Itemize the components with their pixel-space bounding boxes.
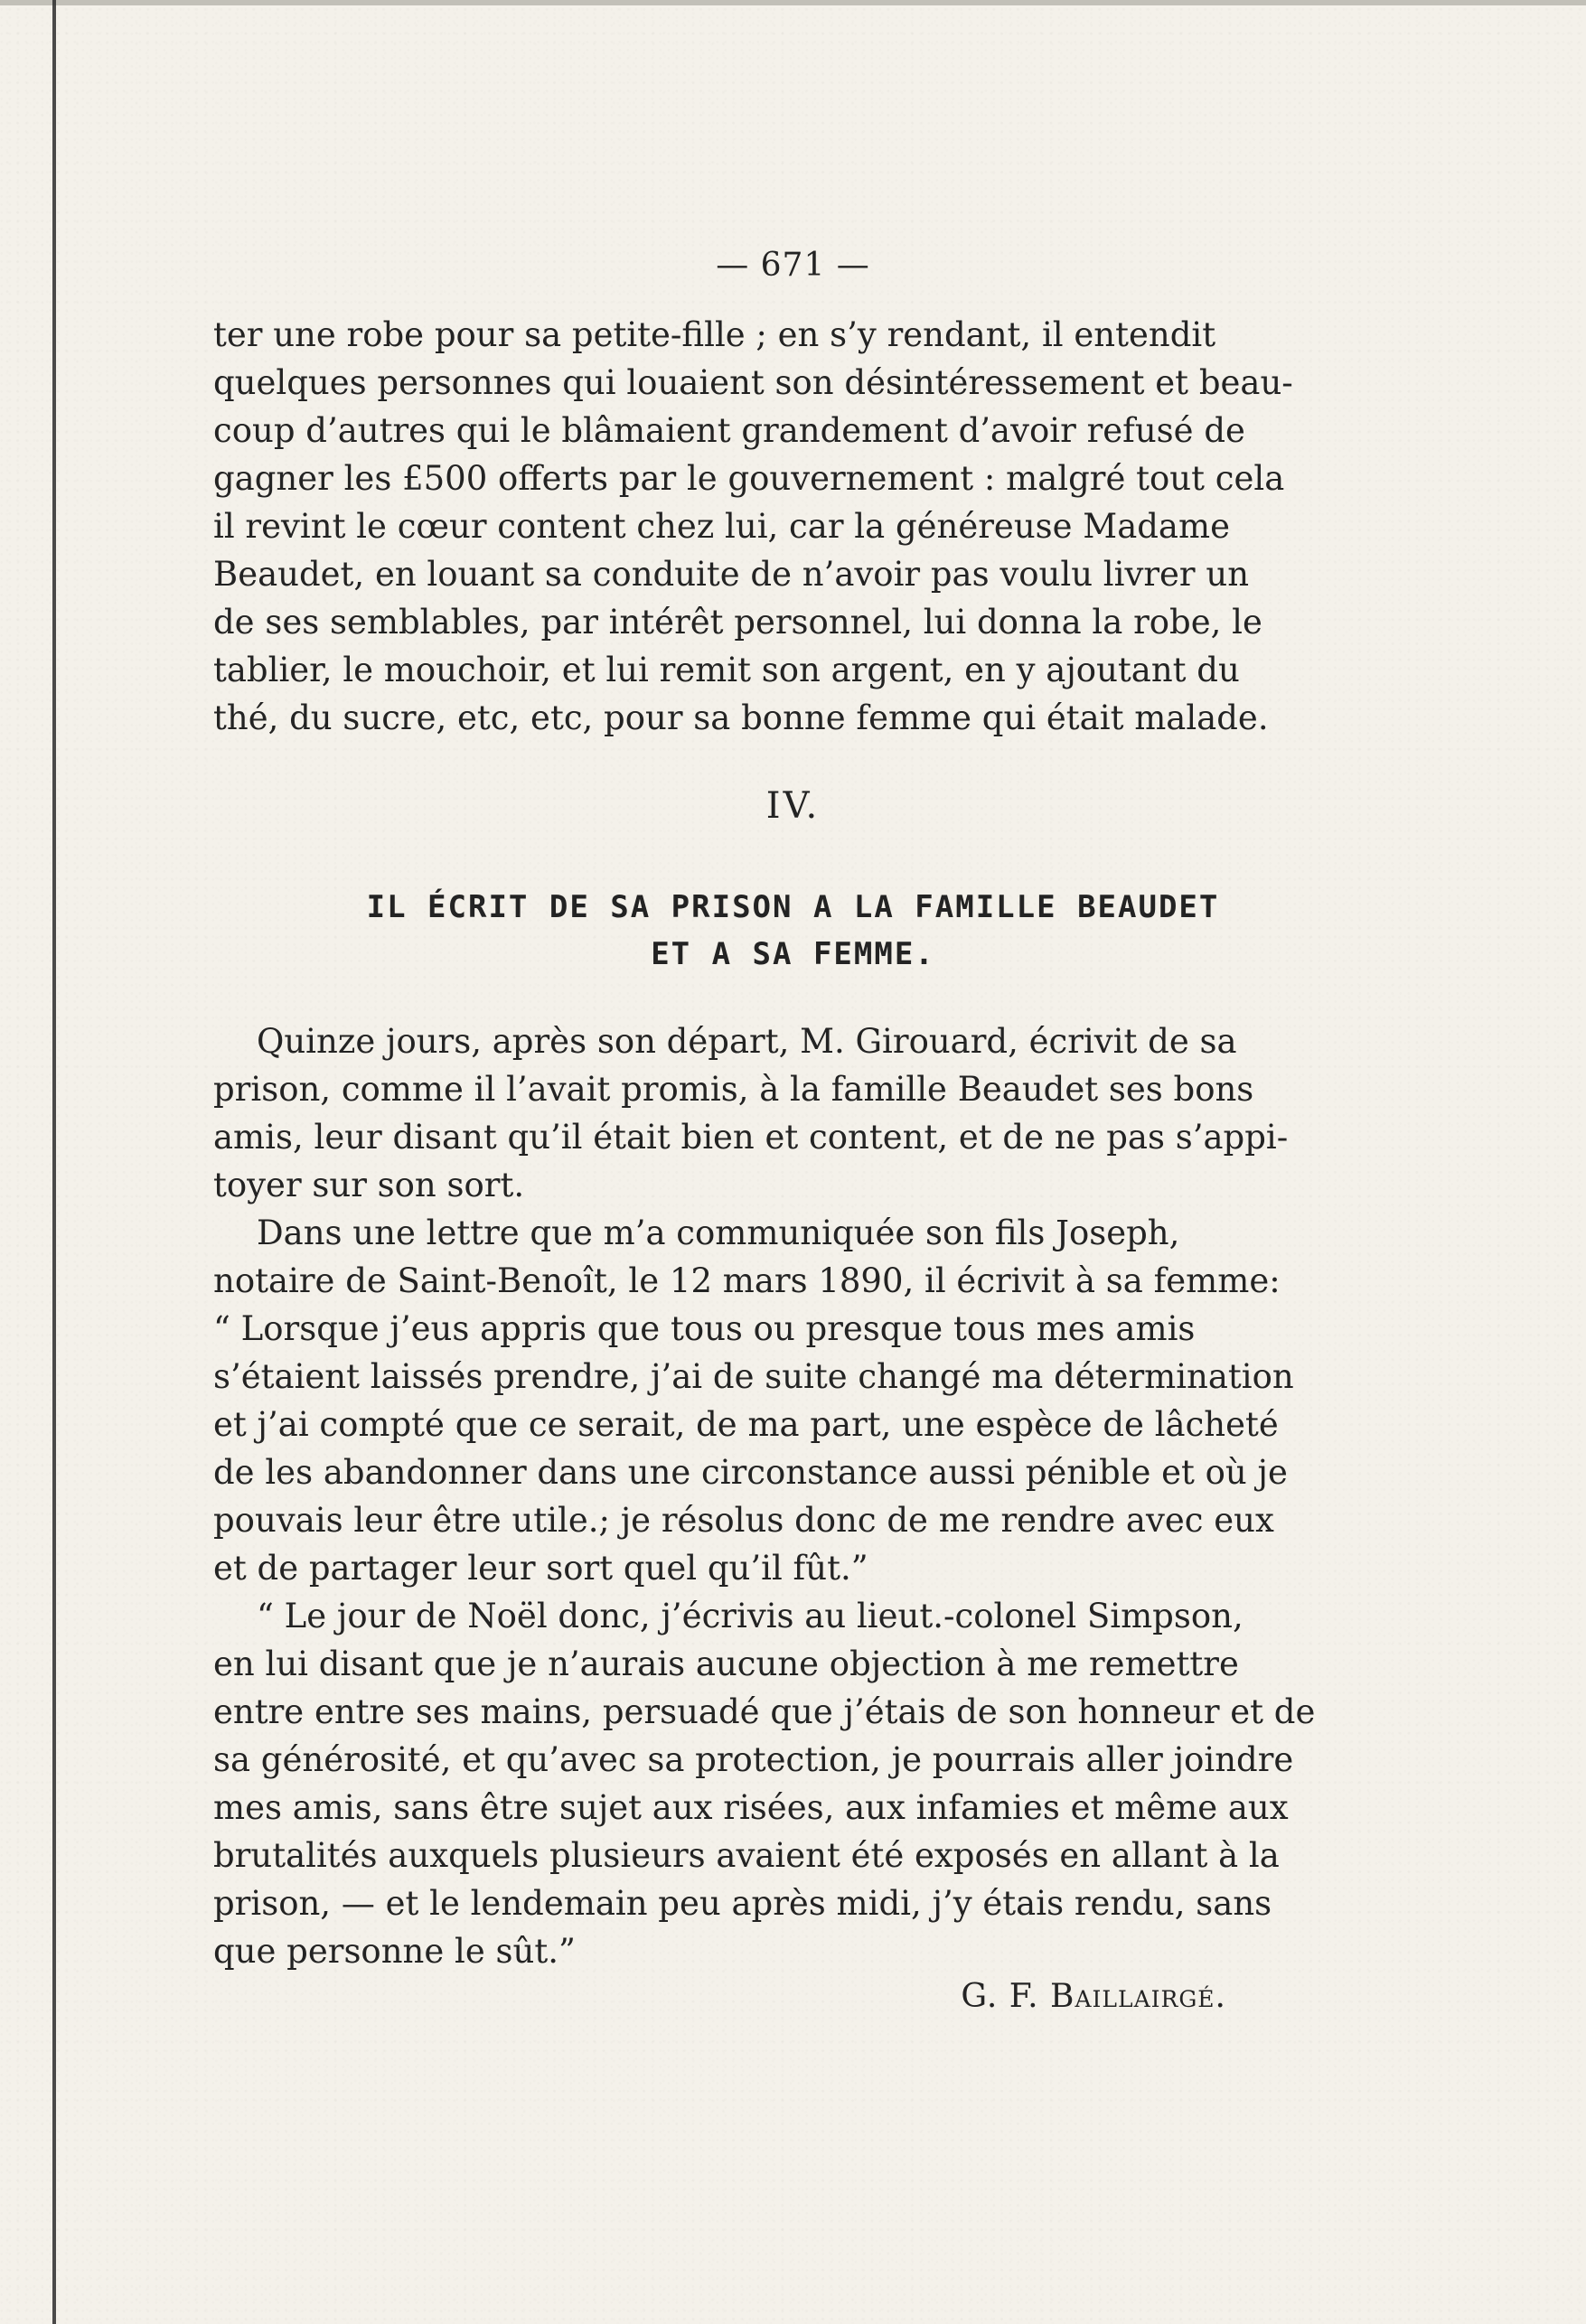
body-line-9: et j’ai compté que ce serait, de ma part, une espèce de lâcheté — [213, 1405, 1279, 1444]
body-line-8: s’étaient laissés prendre, j’ai de suite changé ma détermination — [213, 1357, 1294, 1396]
opening-line-6: Beaudet, en louant sa conduite de n’avoir pas voulu livrer un — [213, 555, 1250, 594]
main-text — [213, 1017, 1316, 1975]
body-line-16: sa générosité, et qu’avec sa protection, je pourrais aller joindre — [213, 1740, 1294, 1779]
body-line-17: mes amis, sans être sujet aux risées, aux infamies et même aux — [213, 1788, 1289, 1827]
section-number: IV. — [765, 785, 821, 827]
opening-line-5: il revint le cœur content chez lui, car la généreuse Madame — [213, 507, 1230, 546]
section-heading — [0, 884, 1586, 978]
section-heading-line-2: ET A SA FEMME. — [651, 936, 935, 972]
opening-line-4: gagner les £500 offerts par le gouvernement : malgré tout cela — [213, 459, 1285, 498]
opening-line-3: coup d’autres qui le blâmaient grandement d’avoir refusé de — [213, 411, 1245, 450]
body-line-20: que personne le sût.” — [213, 1932, 576, 1971]
section-heading-line-1: IL ÉCRIT DE SA PRISON A LA FAMILLE BEAUDET — [366, 889, 1220, 925]
body-line-1: Quinze jours, après son départ, M. Girouard, écrivit de sa — [257, 1022, 1237, 1061]
body-line-11: pouvais leur être utile.; je résolus donc de me rendre avec eux — [213, 1501, 1274, 1540]
body-line-15: entre entre ses mains, persuadé que j’étais de son honneur et de — [213, 1692, 1316, 1731]
body-line-18: brutalités auxquels plusieurs avaient été exposés en allant à la — [213, 1836, 1280, 1875]
body-line-2: prison, comme il l’avait promis, à la famille Beaudet ses bons — [213, 1070, 1254, 1109]
opening-line-2: quelques personnes qui louaient son désintéressement et beau- — [213, 363, 1293, 402]
body-line-3: amis, leur disant qu’il était bien et content, et de ne pas s’appi- — [213, 1118, 1289, 1157]
page-number: — 671 — — [716, 247, 870, 284]
opening-line-9: thé, du sucre, etc, etc, pour sa bonne femme qui était malade. — [213, 698, 1269, 737]
opening-line-7: de ses semblables, par intérêt personnel, lui donna la robe, le — [213, 603, 1262, 642]
body-line-14: en lui disant que je n’aurais aucune objection à me remettre — [213, 1645, 1239, 1683]
opening-line-8: tablier, le mouchoir, et lui remit son argent, en y ajoutant du — [213, 651, 1240, 689]
body-line-7: “ Lorsque j’eus appris que tous ou presque tous mes amis — [213, 1309, 1196, 1348]
body-line-13: “ Le jour de Noël donc, j’écrivis au lieut.-colonel Simpson, — [257, 1597, 1243, 1635]
opening-paragraph — [213, 311, 1293, 742]
author-signature: G. F. Baillairgé. — [961, 1978, 1226, 2015]
body-line-19: prison, — et le lendemain peu après midi, j’y étais rendu, sans — [213, 1884, 1272, 1923]
body-line-10: de les abandonner dans une circonstance aussi pénible et où je — [213, 1453, 1288, 1492]
body-line-5: Dans une lettre que m’a communiquée son fils Joseph, — [257, 1214, 1180, 1252]
opening-line-1: ter une robe pour sa petite-fille ; en s’y rendant, il entendit — [213, 315, 1216, 354]
body-line-6: notaire de Saint-Benoît, le 12 mars 1890, il écrivit à sa femme: — [213, 1261, 1281, 1300]
body-line-12: et de partager leur sort quel qu’il fût.” — [213, 1549, 868, 1588]
body-line-4: toyer sur son sort. — [213, 1166, 525, 1204]
